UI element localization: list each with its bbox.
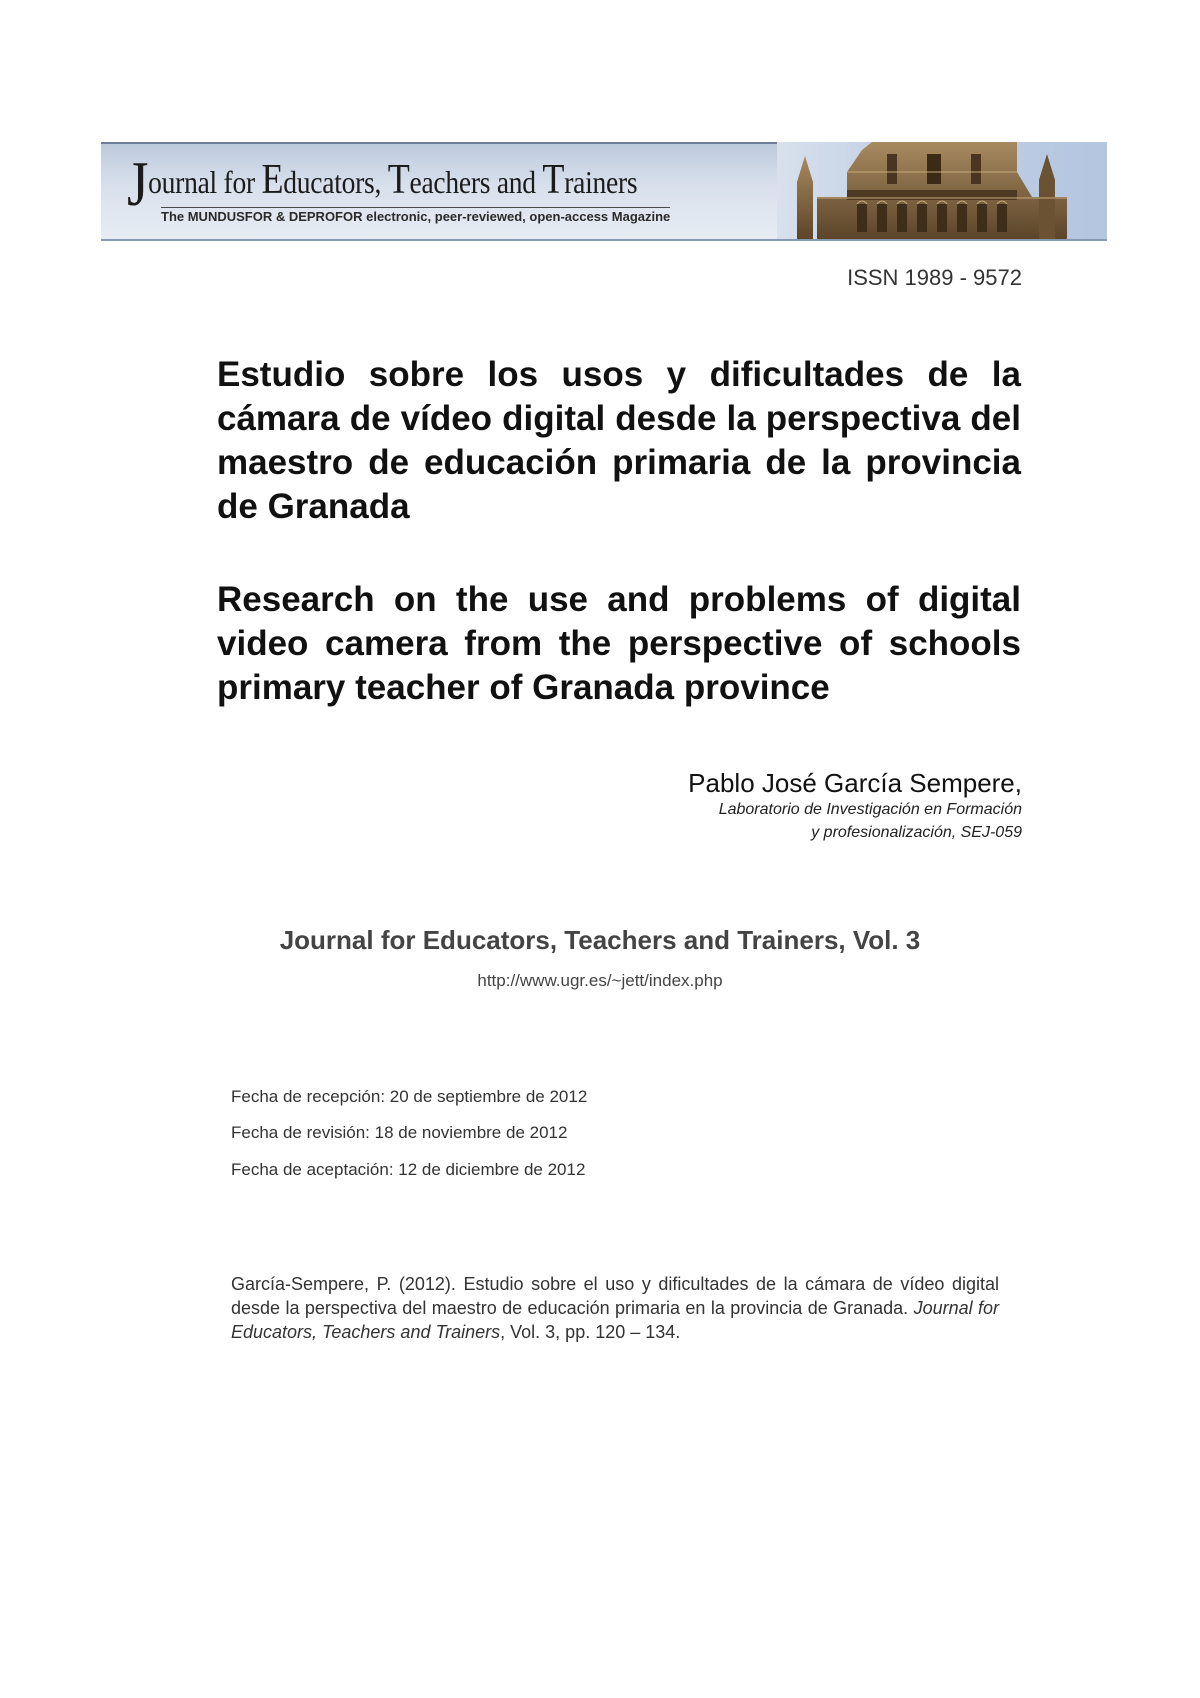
banner-title-cap: E bbox=[261, 157, 284, 203]
banner-title-cap: T bbox=[387, 157, 410, 203]
banner-title-initial: J bbox=[127, 148, 149, 219]
author-name: Pablo José García Sempere, bbox=[688, 768, 1022, 798]
citation-journal: Journal for Educators, Teachers and Trainers bbox=[231, 1298, 1000, 1342]
date-revised: Fecha de revisión: 18 de noviembre de 2012 bbox=[231, 1123, 568, 1142]
journal-url-link[interactable]: http://www.ugr.es/~jett/index.php bbox=[477, 971, 723, 990]
citation-text: , Vol. 3, pp. 120 – 134. bbox=[500, 1322, 681, 1342]
banner-subtitle: The MUNDUSFOR & DEPROFOR electronic, peer-reviewed, open-access Magazine bbox=[161, 209, 671, 224]
title-english: Research on the use and problems of digital video camera from the perspective of schools primary teacher of Granada province bbox=[217, 580, 1021, 707]
banner-bottom-rule bbox=[101, 239, 1107, 241]
date-accepted: Fecha de aceptación: 12 de diciembre de 2012 bbox=[231, 1160, 586, 1179]
banner-title-cap: T bbox=[542, 157, 565, 203]
cathedral-image bbox=[777, 142, 1107, 241]
author-affiliation-line2: y profesionalización, SEJ-059 bbox=[811, 824, 1022, 841]
author-affiliation-line1: Laboratorio de Investigación en Formación bbox=[718, 801, 1022, 818]
date-received: Fecha de recepción: 20 de septiembre de 2012 bbox=[231, 1087, 588, 1106]
issn: ISSN 1989 - 9572 bbox=[847, 265, 1022, 290]
journal-banner bbox=[101, 142, 1107, 241]
banner-title-part: ournal for bbox=[148, 164, 262, 200]
title-spanish: Estudio sobre los usos y dificultades de la cámara de vídeo digital desde la perspectiva del maestro de educación primaria de la provincia de Granada bbox=[217, 355, 1021, 526]
banner-title-part: rainers bbox=[564, 164, 638, 200]
banner-title-part: ducators, bbox=[283, 164, 388, 200]
citation-text: García-Sempere, P. (2012). Estudio sobre el uso y dificultades de la cámara de vídeo digital desde la perspectiva del maestro de educación primaria en la provincia de Granada. bbox=[231, 1274, 999, 1318]
citation bbox=[231, 1272, 999, 1344]
journal-volume-line: Journal for Educators, Teachers and Trainers, Vol. 3 bbox=[279, 925, 921, 955]
banner-title-part: eachers and bbox=[409, 164, 543, 200]
